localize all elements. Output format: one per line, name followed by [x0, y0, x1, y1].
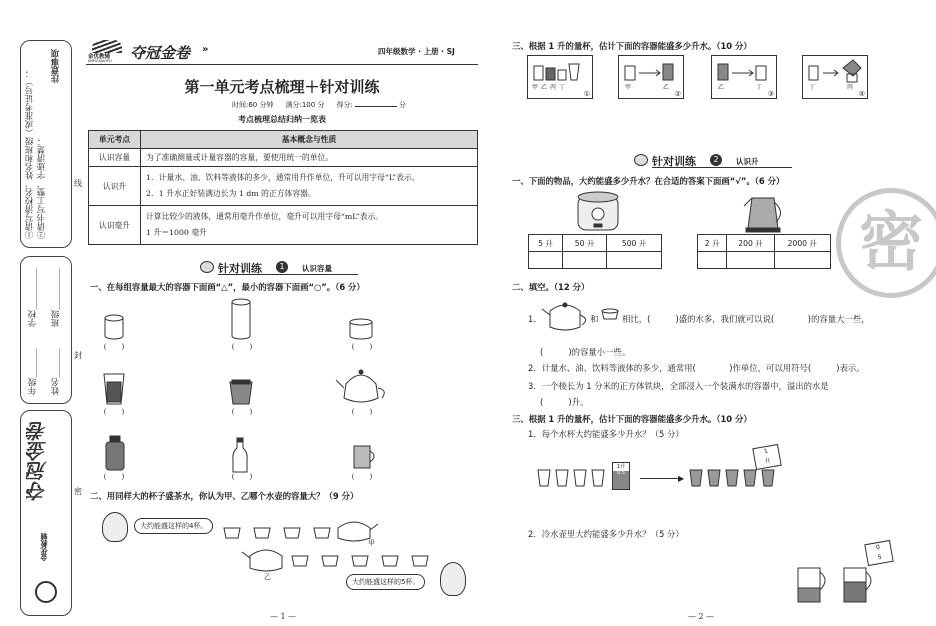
answer-blank[interactable]: ( ) — [230, 343, 254, 351]
question-2: 二、用同样大的杯子盛茶水，你认为甲、乙哪个水壶的容量大？（9 分） — [90, 491, 359, 501]
panel-number: ① — [583, 90, 590, 98]
panel-number: ④ — [858, 90, 865, 98]
cup-short-icon — [105, 315, 123, 321]
pour-arrow-figure — [619, 56, 683, 98]
training-banner-2 — [634, 152, 794, 168]
check-cell[interactable] — [562, 252, 606, 269]
check-cell[interactable] — [607, 252, 662, 269]
question-r3: 三、根据 1 升的量杯，估计下面的容器能盛多少升水。（10 分） — [512, 414, 752, 424]
check-cell[interactable] — [774, 252, 830, 269]
panel-labels: 甲乙丙丁 — [532, 84, 569, 91]
answer-blank[interactable]: ( ) — [102, 408, 126, 416]
question-r2: 二、填空。（12 分） — [512, 282, 590, 292]
q1-containers-figure — [96, 296, 386, 482]
sign-board: 1 升 — [752, 444, 781, 470]
table-value-cell: 为了准确测量或计量容器的容量，要使用统一的单位。 — [141, 149, 478, 167]
q2-illustration — [88, 508, 478, 602]
notice-line-2: ②请书写工整、字迹清楚； — [37, 137, 47, 239]
panel-label: 丁 — [756, 84, 763, 91]
answer-blank[interactable]: ( ) — [230, 473, 254, 481]
answer-blank[interactable]: ( ) — [350, 343, 374, 351]
class-label: 班级__________ — [51, 267, 61, 327]
training-number: 2 — [710, 154, 722, 166]
check-cell[interactable] — [698, 252, 727, 269]
teapot-jia-icon — [338, 522, 370, 541]
meta-row — [232, 100, 406, 110]
pour-overflow-figure — [803, 56, 867, 98]
table-row — [89, 167, 478, 206]
question-r3-2: 2．冷水壶里大约能盛多少升水？（5 分） — [528, 529, 684, 539]
training-banner-1 — [200, 259, 360, 275]
cups-row-icon — [536, 468, 610, 488]
table-key-cell: 认识容量 — [89, 149, 141, 167]
publisher-vertical: 金优教辅 — [40, 533, 48, 561]
table-value-cell: 1．计量水、油、饮料等液体的多少，通常用升作单位，升可以用字母“L”表示。 2．1 升水正好装满边长为 1 dm 的正方体容器。 — [141, 167, 478, 206]
label-yi: 乙 — [264, 573, 271, 581]
question-r1: 一、下面的物品，大约能盛多少升水？在合适的答案下面画“√”。（6 分） — [512, 176, 785, 186]
score-label: 得分: 分 — [336, 101, 406, 109]
measure-sub: 0.5 — [617, 470, 625, 476]
cylinder-tall-icon — [232, 299, 250, 305]
option-cell: 500 升 — [607, 235, 662, 252]
panel-label: 乙 — [718, 84, 725, 91]
fill-3-b: ( )升。 — [540, 397, 589, 407]
student-icon — [634, 154, 648, 166]
jar-icon — [230, 382, 252, 404]
brand-sidebar-box — [20, 410, 72, 616]
training-topic: 认识容量 — [302, 264, 332, 273]
answer-table-a — [528, 234, 662, 269]
rice-cooker-icon — [574, 188, 622, 234]
speech-bubble-1: 大约能盛这样的4杯。 — [134, 518, 213, 534]
table-header-row — [89, 131, 478, 149]
panel-number: ③ — [767, 90, 774, 98]
speech-bubble-2: 大约能盛这样的5杯。 — [346, 574, 425, 590]
can-wide-icon — [350, 319, 372, 325]
table-header-cell: 单元考点 — [89, 131, 141, 149]
fill-1-text: 相比，( )盛的水多，我们就可以说( )的容量大一些， — [622, 314, 870, 324]
girl-icon — [440, 562, 466, 596]
teacup-icon — [224, 528, 240, 538]
logo-sub-pinyin: JINYOUJIAOFU — [88, 59, 112, 63]
teapot-yi-icon — [250, 550, 282, 571]
check-cell[interactable] — [529, 252, 563, 269]
option-cell: 2000 升 — [774, 235, 830, 252]
notice-box — [20, 40, 72, 248]
grade-label: 年级_______ — [28, 348, 38, 395]
option-cell: 5 升 — [529, 235, 563, 252]
teacup-icon — [600, 305, 622, 323]
binding-sidebar — [20, 38, 82, 616]
teapot-icon — [344, 375, 378, 402]
mug-icon — [354, 446, 370, 468]
question-3-compare: 三、根据 1 升的量杯，估计下面的容器能盛多少升水。（10 分） — [512, 41, 752, 51]
secret-watermark: 密 — [836, 188, 936, 298]
table-row — [89, 149, 478, 167]
arrow-head-icon: ▶ — [678, 474, 685, 483]
label-jia: 甲 — [368, 539, 375, 547]
sign-board: 0 5 — [864, 540, 893, 566]
time-label: 时间:60 分钟 — [232, 101, 274, 109]
water-jug-icon — [792, 562, 832, 606]
bottle-icon — [233, 442, 247, 472]
fill-1-and: 和 — [590, 314, 599, 324]
school-label: 学校__________ — [28, 267, 38, 327]
thermos-icon — [106, 442, 124, 470]
subject-tag: 四年级数学 · 上册 · SJ — [378, 47, 455, 56]
pour-arrow-figure — [712, 56, 776, 98]
check-cell[interactable] — [727, 252, 774, 269]
option-cell: 2 升 — [698, 235, 727, 252]
student-icon — [200, 261, 214, 273]
compare-panel-3 — [711, 55, 777, 99]
training-topic: 认识升 — [736, 157, 759, 166]
brand-vertical: 夺冠金卷 — [26, 421, 50, 501]
mark-mi: 密 — [74, 487, 82, 496]
page-title: 第一单元考点梳理＋针对训练 — [184, 78, 380, 96]
compare-panel-2 — [618, 55, 684, 99]
panel-label: 乙 — [663, 84, 670, 91]
page-number-2: — 2 — — [688, 612, 715, 621]
training-label: 针对训练 — [218, 262, 262, 275]
question-1: 一、在每组容量最大的容器下面画“△”，最小的容器下面画“○”。（6 分） — [90, 282, 365, 292]
table-key-cell: 认识毫升 — [89, 206, 141, 245]
boy-icon — [102, 512, 128, 542]
fill-1-text-b: ( )的容量小一些。 — [540, 347, 631, 357]
mark-feng: 封 — [74, 351, 82, 360]
page1-header: 金优教辅 JINYOUJIAOFU 夺冠金卷 » 四年级数学 · 上册 · SJ — [86, 40, 478, 66]
answer-blank[interactable]: ( ) — [230, 408, 254, 416]
cups-filled-icon — [688, 468, 780, 488]
measuring-cup-icon — [612, 462, 630, 490]
compare-panel-4 — [802, 55, 868, 99]
cups-estimate-figure — [532, 446, 786, 494]
panel-label: 丁 — [809, 84, 816, 91]
electric-kettle-icon — [740, 190, 790, 234]
student-info-box — [20, 256, 72, 404]
table-value-cell: 计算比较少的液体，通常用毫升作单位，毫升可以用字母“mL”表示。 1 升＝1000 毫升 — [141, 206, 478, 245]
mark-xian: 线 — [74, 179, 82, 188]
training-label: 针对训练 — [652, 155, 696, 168]
measure-label: 1升 — [616, 464, 626, 470]
panel-label: 丙 — [847, 84, 854, 91]
answer-blank[interactable]: ( ) — [102, 343, 126, 351]
answer-blank[interactable]: ( ) — [350, 473, 374, 481]
cold-kettle-icon — [838, 560, 878, 606]
notice-line-1: ①请写清校名、姓名和班级（或准考证号）； — [25, 69, 35, 239]
answer-blank[interactable]: ( ) — [102, 473, 126, 481]
fill-1-num: 1． — [528, 314, 542, 324]
option-cell: 200 升 — [727, 235, 774, 252]
compare-panel-1 — [527, 55, 593, 99]
publisher-logo-icon — [35, 581, 57, 603]
panel-number: ② — [674, 90, 681, 98]
option-cell: 50 升 — [562, 235, 606, 252]
containers-pour-figure — [528, 56, 592, 98]
name-label: 姓名_______ — [51, 348, 61, 395]
arrow-line — [640, 478, 682, 479]
table-header-cell: 基本概念与性质 — [141, 131, 478, 149]
fill-3: 3．一个棱长为 1 分米的正方体铁块，全部浸入一个装满水的容器中，溢出的水是 — [528, 381, 829, 391]
summary-title: 考点梳理总结归纳一览表 — [238, 115, 326, 124]
teapot-icon — [540, 301, 590, 333]
logo-sub: 金优教辅 — [88, 54, 111, 60]
answer-table-b — [697, 234, 831, 269]
training-number: 1 — [276, 261, 288, 273]
question-r3-1: 1．每个水杯大约能盛多少升水？（5 分） — [528, 429, 684, 439]
notice-label: 注意事项 — [51, 49, 61, 83]
table-row — [89, 206, 478, 245]
answer-blank[interactable]: ( ) — [350, 408, 374, 416]
fill-2: 2．计量水、油、饮料等液体的多少，通常用( )作单位，可以用符号( )表示。 — [528, 363, 865, 373]
panel-label: 甲 — [625, 84, 632, 91]
full-score-label: 满分:100 分 — [285, 101, 325, 109]
brand-logo: 夺冠金卷 — [130, 44, 191, 62]
page-number-1: — 1 — — [270, 612, 297, 621]
table-key-cell: 认识升 — [89, 167, 141, 206]
summary-table — [88, 130, 478, 245]
